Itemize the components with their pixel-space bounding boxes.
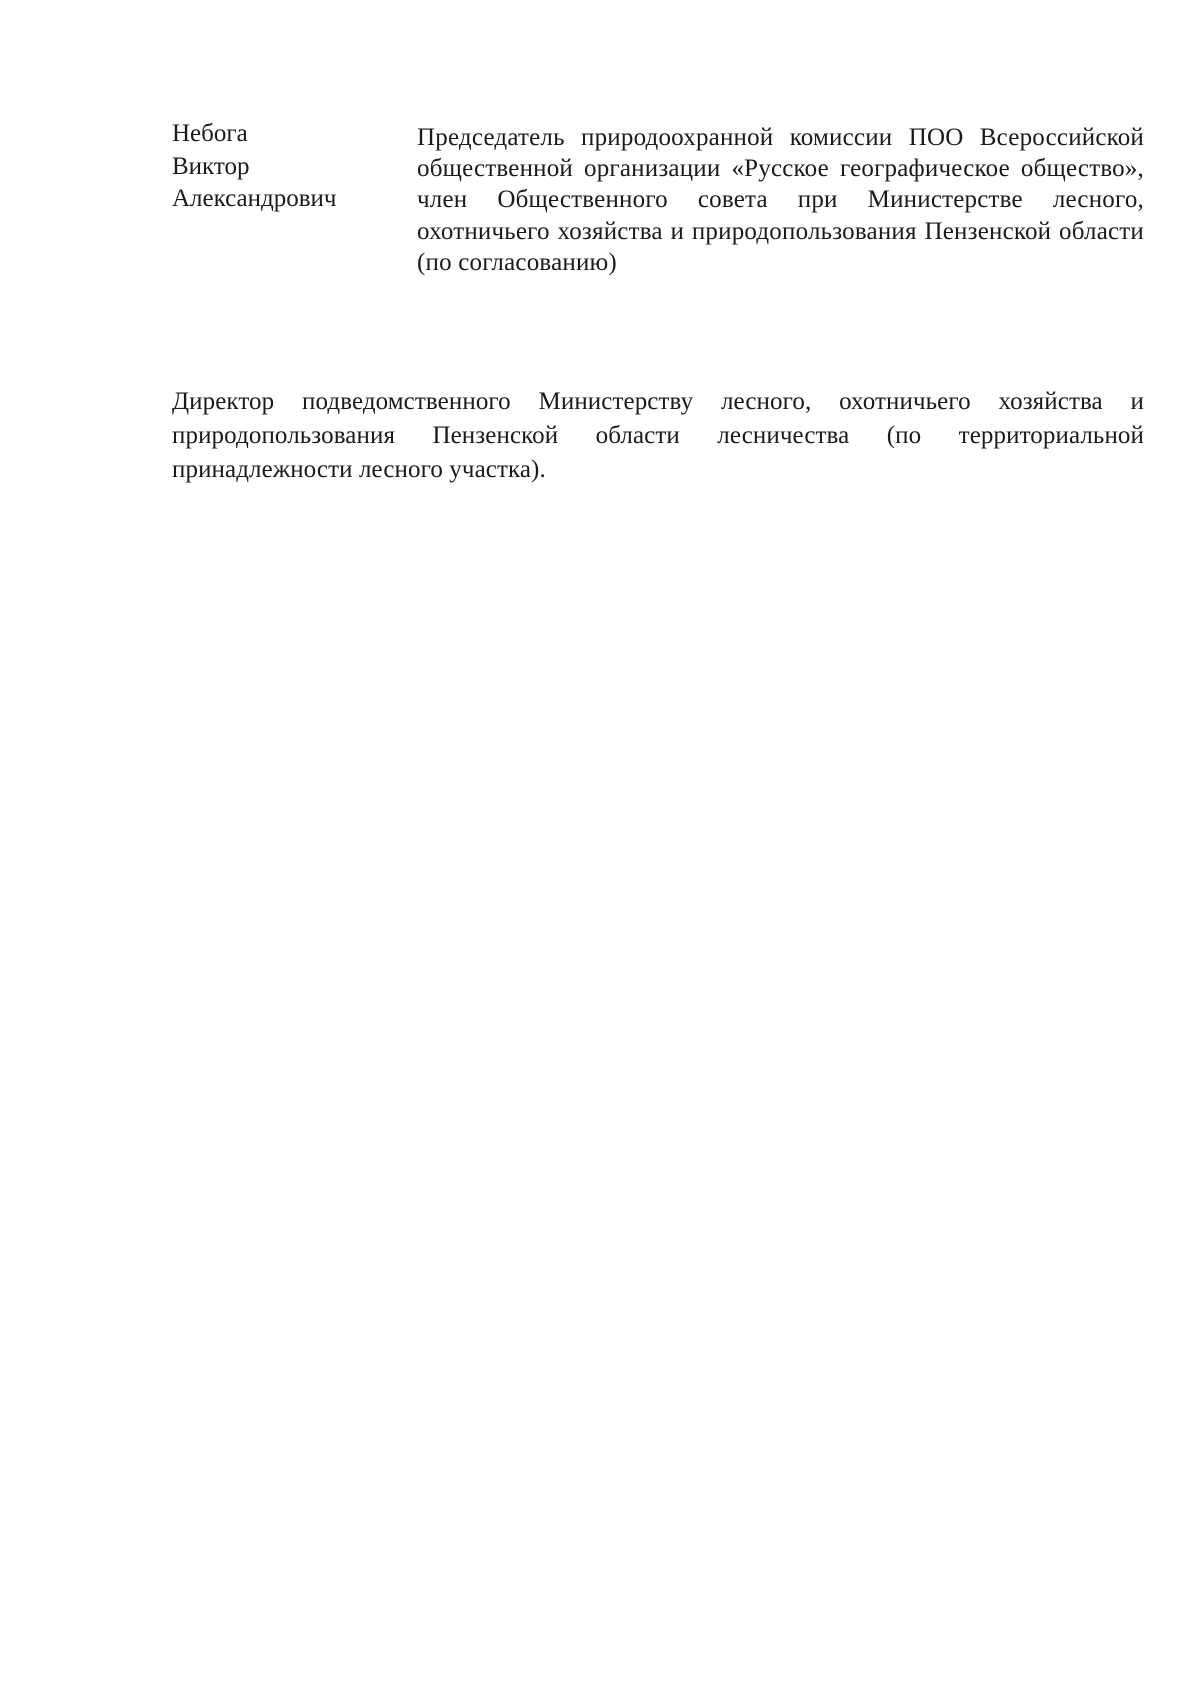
member-surname: Небога — [172, 120, 248, 147]
member-patronymic: Александрович — [172, 185, 337, 212]
member-role-description: Председатель природоохранной комиссии ПОО Всероссийской общественной организации «Русское географическое общество», член Общественного совета при Министерстве лесного, охотничьего хозяйства и природопользования Пензенской области (по согласованию) — [417, 124, 1144, 276]
member-first-name: Виктор — [172, 152, 250, 180]
director-note-paragraph: Директор подведомственного Министерству лесного, охотничьего хозяйства и природопользования Пензенской области лесничества (по территориальной принадлежности лесного участка). — [172, 388, 1144, 483]
member-name — [172, 118, 402, 216]
